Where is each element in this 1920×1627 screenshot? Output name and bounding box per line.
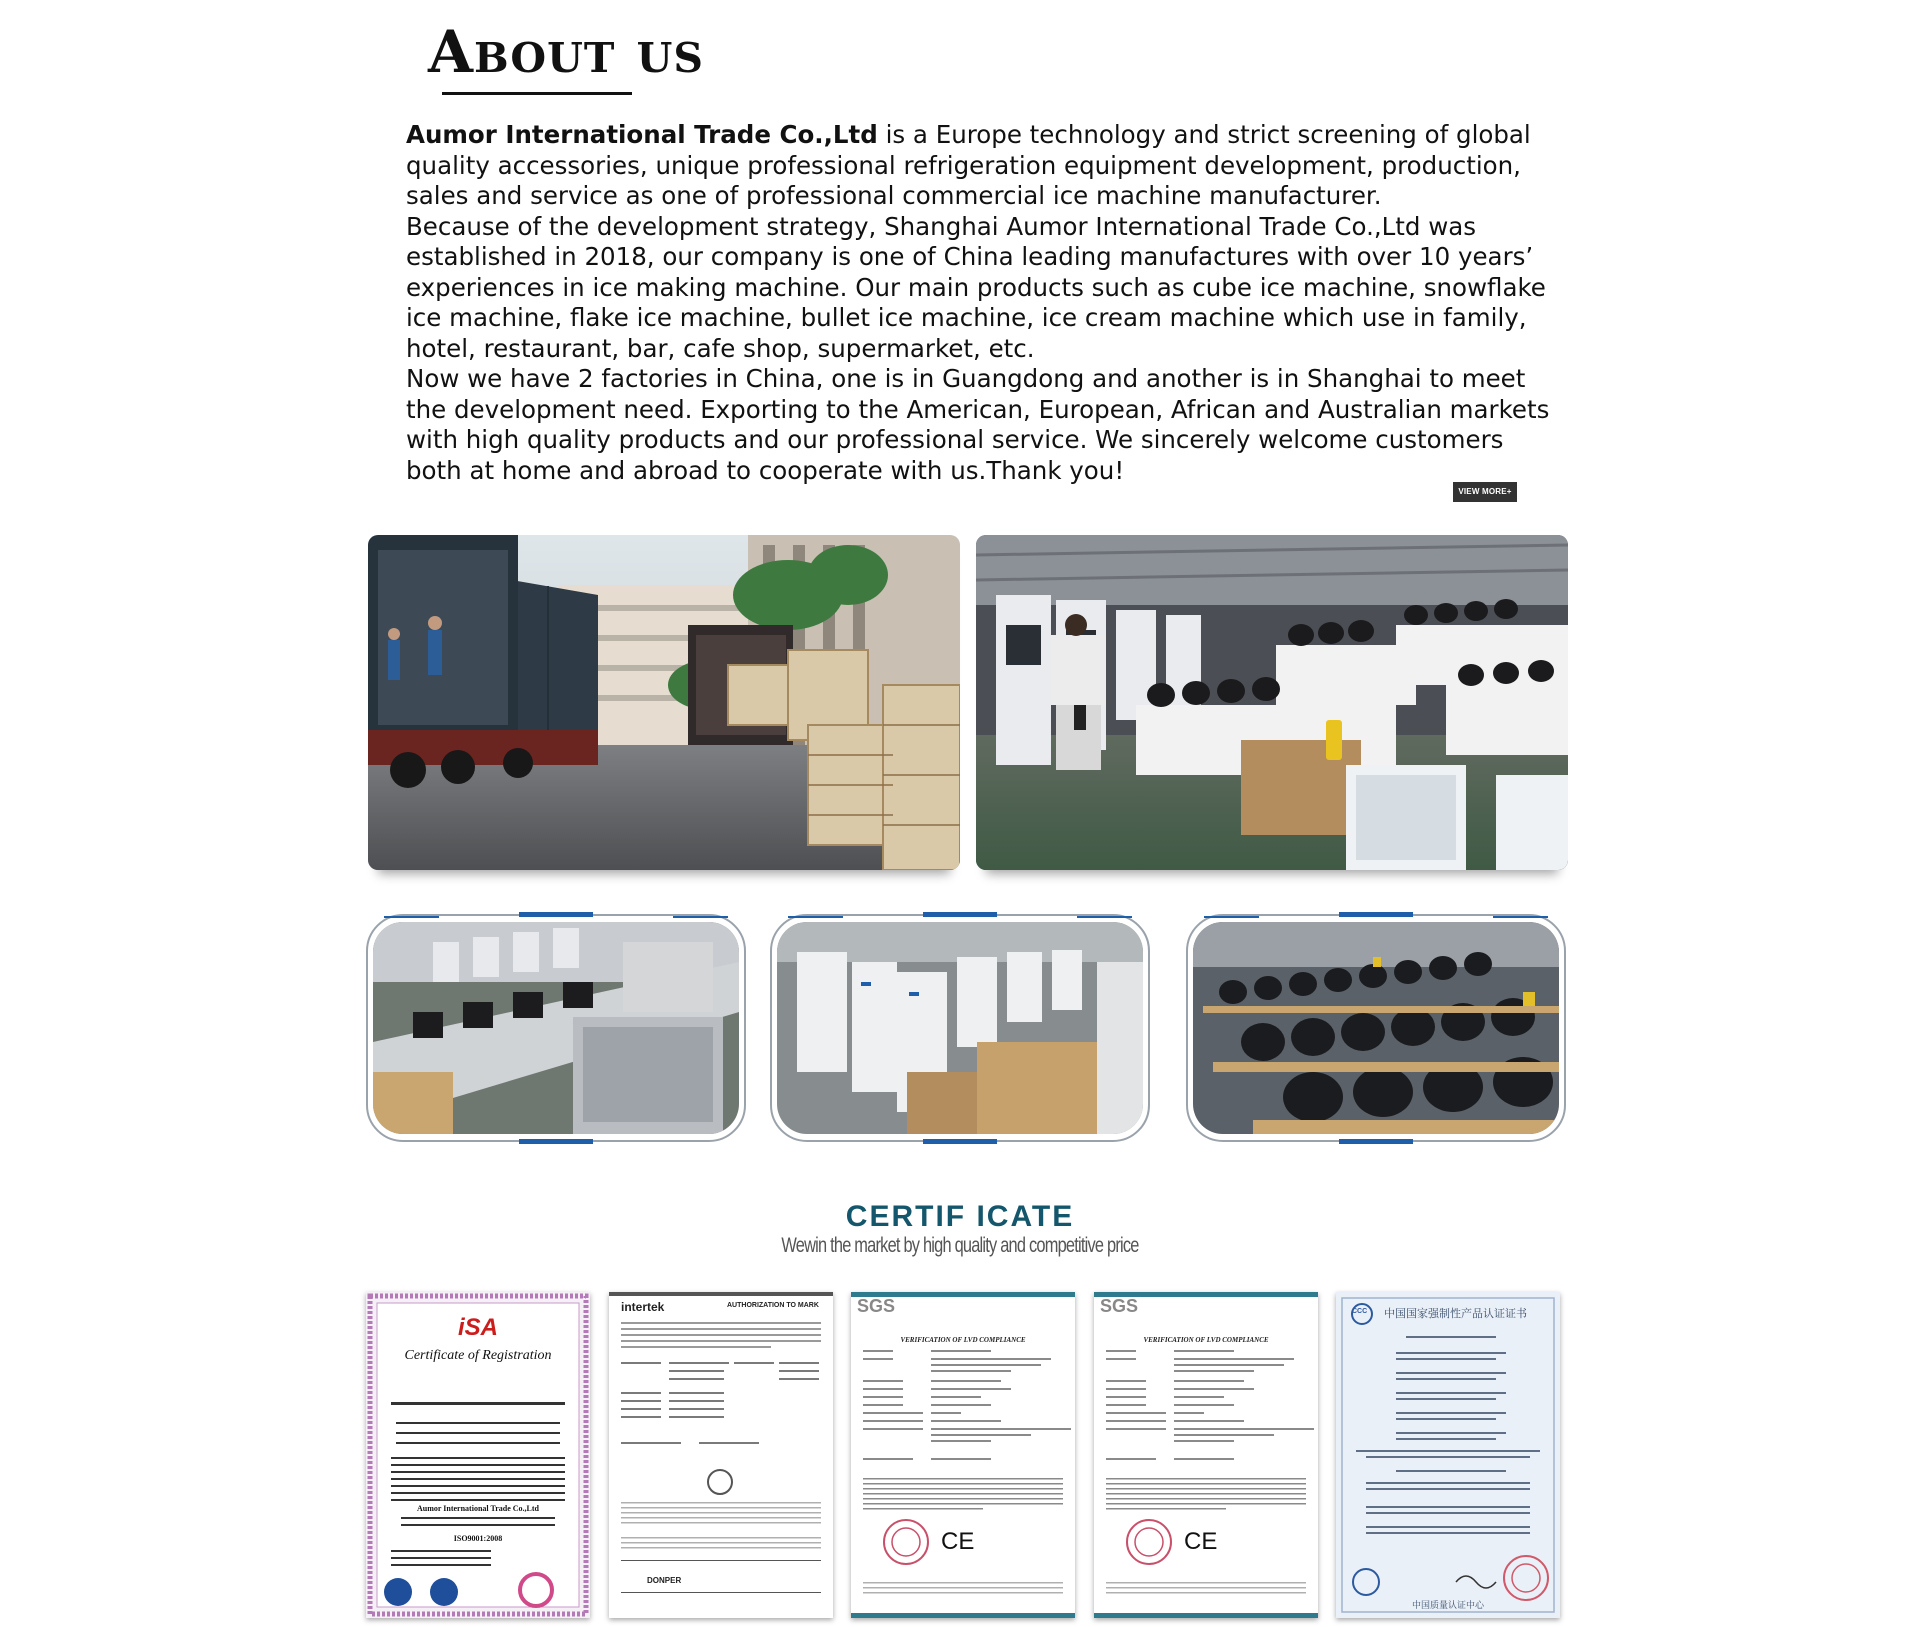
ccc-footer: 中国质量认证中心 bbox=[1411, 1601, 1484, 1611]
production-line-photo-frame bbox=[364, 912, 748, 1144]
about-title: About us bbox=[428, 18, 704, 86]
certificate-section-subtitle: Wewin the market by high quality and competitive price bbox=[781, 1234, 1139, 1257]
sgs-lvd-certificate-1 bbox=[851, 1292, 1075, 1618]
ice-machines-photo bbox=[777, 922, 1143, 1134]
ice-machines-photo-frame bbox=[768, 912, 1152, 1144]
factory-floor-photo bbox=[976, 535, 1568, 870]
about-text bbox=[406, 120, 1556, 486]
sgs-lvd-certificate-2 bbox=[1094, 1292, 1318, 1618]
company-name: Aumor International Trade Co.,Ltd bbox=[406, 120, 878, 149]
isa-standard: ISO9001:2008 bbox=[453, 1534, 503, 1543]
about-paragraph-1: Aumor International Trade Co.,Ltd is a Europe technology and strict screening of global quality accessories, unique professional refrigeration equipment development, production, sales and service as one of professional commercial ice machine manufacturer. bbox=[406, 120, 1531, 210]
production-line-photo bbox=[373, 922, 739, 1134]
about-paragraph-3: Now we have 2 factories in China, one is in Guangdong and another is in Shanghai to meet the development need. Exporting to the American, European, African and Australian markets with high quality products and our professional service. We sincerely welcome customers both at home and abroad to cooperate with us.Thank you! bbox=[406, 364, 1550, 485]
isa-certificate-heading: Certificate of Registration bbox=[404, 1348, 552, 1363]
ce-mark: CE bbox=[941, 1528, 975, 1555]
compressors-photo bbox=[1193, 922, 1559, 1134]
ccc-logo: CCC bbox=[1352, 1308, 1368, 1315]
sgs-logo: SGS bbox=[857, 1296, 896, 1316]
intertek-logo: intertek bbox=[621, 1300, 665, 1314]
view-more-button[interactable]: VIEW MORE+ bbox=[1453, 482, 1517, 502]
loading-trucks-photo bbox=[368, 535, 960, 870]
isa-certificate bbox=[366, 1292, 590, 1618]
donper-logo: DONPER bbox=[647, 1576, 682, 1585]
sgs-heading: VERIFICATION OF LVD COMPLIANCE bbox=[1143, 1336, 1269, 1344]
intertek-certificate bbox=[609, 1292, 833, 1618]
ccc-heading: 中国国家强制性产品认证证书 bbox=[1384, 1307, 1527, 1320]
title-underline bbox=[442, 92, 632, 95]
compressors-photo-frame bbox=[1184, 912, 1568, 1144]
certificate-section-title: CERTIF ICATE bbox=[845, 1200, 1075, 1233]
ccc-certificate bbox=[1336, 1292, 1560, 1618]
about-paragraph-2: Because of the development strategy, Shanghai Aumor International Trade Co.,Ltd was established in 2018, our company is one of China leading manufactures with over 10 years’ experiences in ice making machine. Our main products such as cube ice machine, snowflake ice machine, flake ice machine, bullet ice machine, ice cream machine which use in family, hotel, restaurant, bar, cafe shop, supermarket, etc. bbox=[406, 211, 1546, 363]
intertek-heading: AUTHORIZATION TO MARK bbox=[727, 1302, 819, 1309]
sgs-logo: SGS bbox=[1100, 1296, 1139, 1316]
sgs-heading: VERIFICATION OF LVD COMPLIANCE bbox=[900, 1336, 1026, 1344]
ce-mark: CE bbox=[1184, 1528, 1218, 1555]
isa-logo: iSA bbox=[457, 1314, 498, 1341]
isa-certificate-company: Aumor International Trade Co.,Ltd bbox=[416, 1504, 539, 1513]
